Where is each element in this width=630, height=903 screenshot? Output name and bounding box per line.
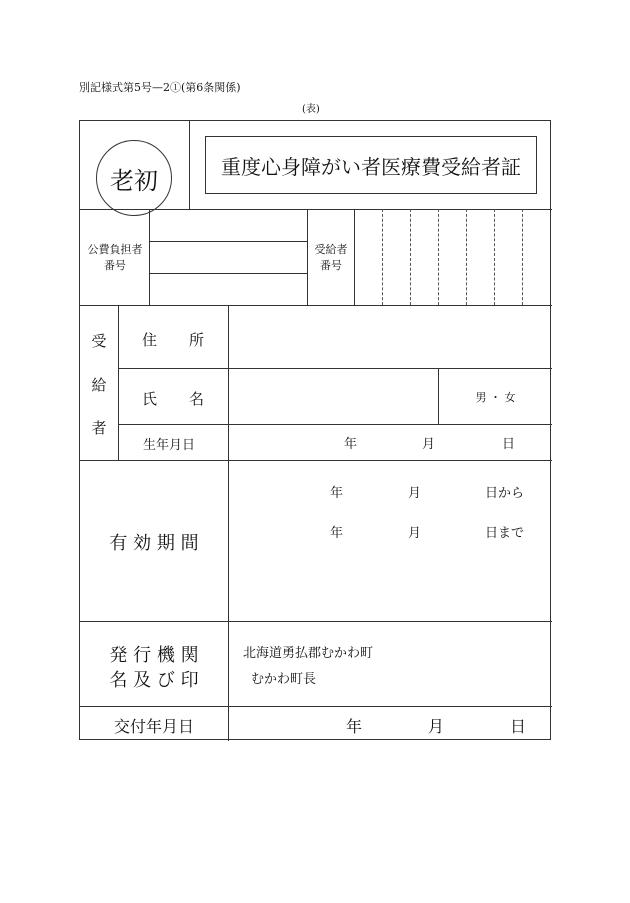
issuer-label-2: 名 及 び 印 bbox=[109, 670, 199, 691]
issue-month-unit: 月 bbox=[428, 717, 445, 736]
recipient-group-label: 受 bbox=[91, 332, 107, 350]
row-divider bbox=[80, 621, 552, 622]
side-label: (表) bbox=[302, 104, 320, 115]
issuer-address: 北海道勇払郡むかわ町 bbox=[243, 646, 374, 661]
recipient-number-label-2: 番号 bbox=[320, 259, 342, 272]
birth-year-unit: 年 bbox=[344, 437, 358, 452]
valid-from-month-unit: 月 bbox=[408, 486, 422, 501]
valid-to-year-unit: 年 bbox=[330, 526, 344, 541]
birth-date-field[interactable] bbox=[229, 425, 551, 460]
recipient-number-field[interactable] bbox=[355, 210, 551, 305]
payer-number-field[interactable] bbox=[150, 210, 307, 305]
name-field[interactable] bbox=[229, 369, 438, 424]
validity-period-label: 有 効 期 間 bbox=[109, 533, 199, 554]
recipient-group-label-3: 者 bbox=[91, 419, 107, 437]
valid-to-day-unit: 日まで bbox=[485, 526, 525, 541]
address-label-2: 所 bbox=[189, 331, 205, 349]
address-label: 住 bbox=[142, 331, 158, 349]
sex-selector[interactable]: 男 ・ 女 bbox=[475, 391, 516, 404]
recipient-group-label-2: 給 bbox=[91, 376, 107, 394]
issuer-label: 発 行 機 関 bbox=[109, 645, 199, 666]
birth-month-unit: 月 bbox=[422, 437, 436, 452]
issuer-name: むかわ町長 bbox=[251, 672, 317, 687]
valid-from-day-unit: 日から bbox=[485, 486, 525, 501]
certificate-title: 重度心身障がい者医療費受給者証 bbox=[221, 154, 521, 179]
valid-from-year-unit: 年 bbox=[330, 486, 344, 501]
issue-date-label: 交付年月日 bbox=[113, 717, 194, 736]
issue-date-field[interactable] bbox=[229, 707, 551, 740]
validity-period-field[interactable] bbox=[229, 461, 551, 621]
group-divider bbox=[118, 305, 119, 460]
birth-day-unit: 日 bbox=[502, 437, 516, 452]
form-reference: 別記様式第5号—2①(第6条関係) bbox=[79, 81, 241, 94]
name-label: 氏 bbox=[142, 390, 158, 408]
issue-day-unit: 日 bbox=[510, 717, 527, 736]
badge-label: 老初 bbox=[110, 166, 158, 195]
recipient-number-label: 受給者 bbox=[314, 243, 348, 256]
name-label-2: 名 bbox=[189, 390, 205, 408]
address-field[interactable] bbox=[229, 306, 551, 368]
recipient-certificate-form bbox=[79, 120, 551, 740]
issue-year-unit: 年 bbox=[346, 717, 363, 736]
payer-number-label-2: 番号 bbox=[104, 259, 126, 272]
payer-number-label: 公費負担者 bbox=[87, 243, 143, 256]
valid-to-month-unit: 月 bbox=[408, 526, 422, 541]
birth-date-label: 生年月日 bbox=[143, 438, 196, 453]
title-divider bbox=[189, 121, 190, 209]
